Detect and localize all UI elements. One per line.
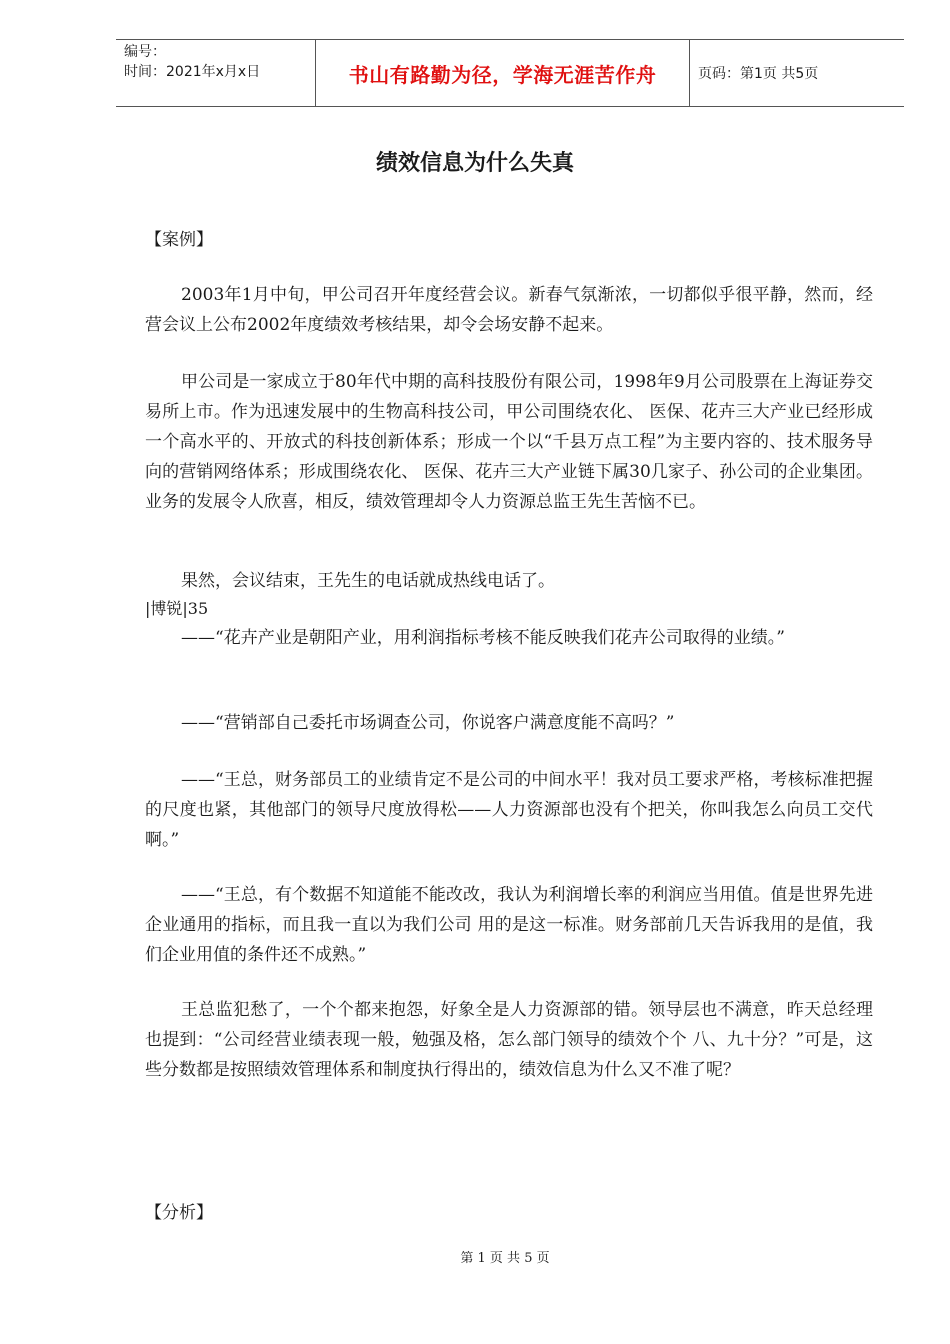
paragraph: ——“王总，有个数据不知道能不能改改，我认为利润增长率的利润应当用值。值是世界先进企业通用的指标，而且我一直以为我们公司 用的是这一标准。财务部前几天告诉我用的是值，我们企业用值的条件还不成熟。”: [145, 885, 873, 965]
paragraph: 2003年1月中旬，甲公司召开年度经营会议。新春气氛渐浓，一切都似乎很平静，然而，经营会议上公布2002年度绩效考核结果，却令会场安静不起来。: [145, 285, 873, 335]
header-page-cell: [690, 40, 904, 106]
page-label: 页码：第1页 共5页: [698, 66, 819, 82]
paragraph: 甲公司是一家成立于80年代中期的高科技股份有限公司，1998年9月公司股票在上海证券交易所上市。作为迅速发展中的生物高科技公司，甲公司围绕农化、 医保、花卉三大产业已经形成一个高水平的、开放式的科技创新体系；形成一个以“千县万点工程”为主要内容的、技术服务导向的营销网络体系；形成围绕农化、 医保、花卉三大产业链下属30几家子、孙公司的企业集团。业务的发展令人欣喜，相反，绩效管理却令人力资源总监王先生苦恼不已。: [145, 372, 873, 512]
header-motto-cell: [316, 40, 690, 106]
motto: 书山有路勤为径，学海无涯苦作舟: [348, 62, 657, 87]
document-title: 绩效信息为什么失真: [375, 150, 574, 176]
analysis-heading: 【分析】: [145, 1203, 213, 1223]
source-note: |博锐|35: [145, 599, 209, 618]
paragraph: 王总监犯愁了，一个个都来抱怨，好象全是人力资源部的错。领导层也不满意，昨天总经理也提到：“公司经营业绩表现一般，勉强及格，怎么部门领导的绩效个个 八、九十分？”可是，这些分数都是按照绩效管理体系和制度执行得出的，绩效信息为什么又不准了呢？: [145, 1000, 873, 1080]
paragraph: ——“花卉产业是朝阳产业，用利润指标考核不能反映我们花卉公司取得的业绩。”: [181, 628, 785, 648]
page-header: [116, 39, 904, 107]
case-heading: 【案例】: [145, 230, 213, 250]
page-footer: 第 1 页 共 5 页: [460, 1251, 550, 1266]
paragraph: ——“王总，财务部员工的业绩肯定不是公司的中间水平！我对员工要求严格，考核标准把握的尺度也紧，其他部门的领导尺度放得松——人力资源部也没有个把关，你叫我怎么向员工交代啊。”: [145, 770, 873, 850]
serial-label: 编号：: [124, 44, 166, 60]
paragraph: 果然，会议结束，王先生的电话就成热线电话了。: [181, 571, 555, 591]
time-label: 时间：2021年x月x日: [124, 64, 261, 80]
paragraph: ——“营销部自己委托市场调查公司，你说客户满意度能不高吗？”: [181, 713, 675, 733]
header-meta: [116, 40, 316, 106]
